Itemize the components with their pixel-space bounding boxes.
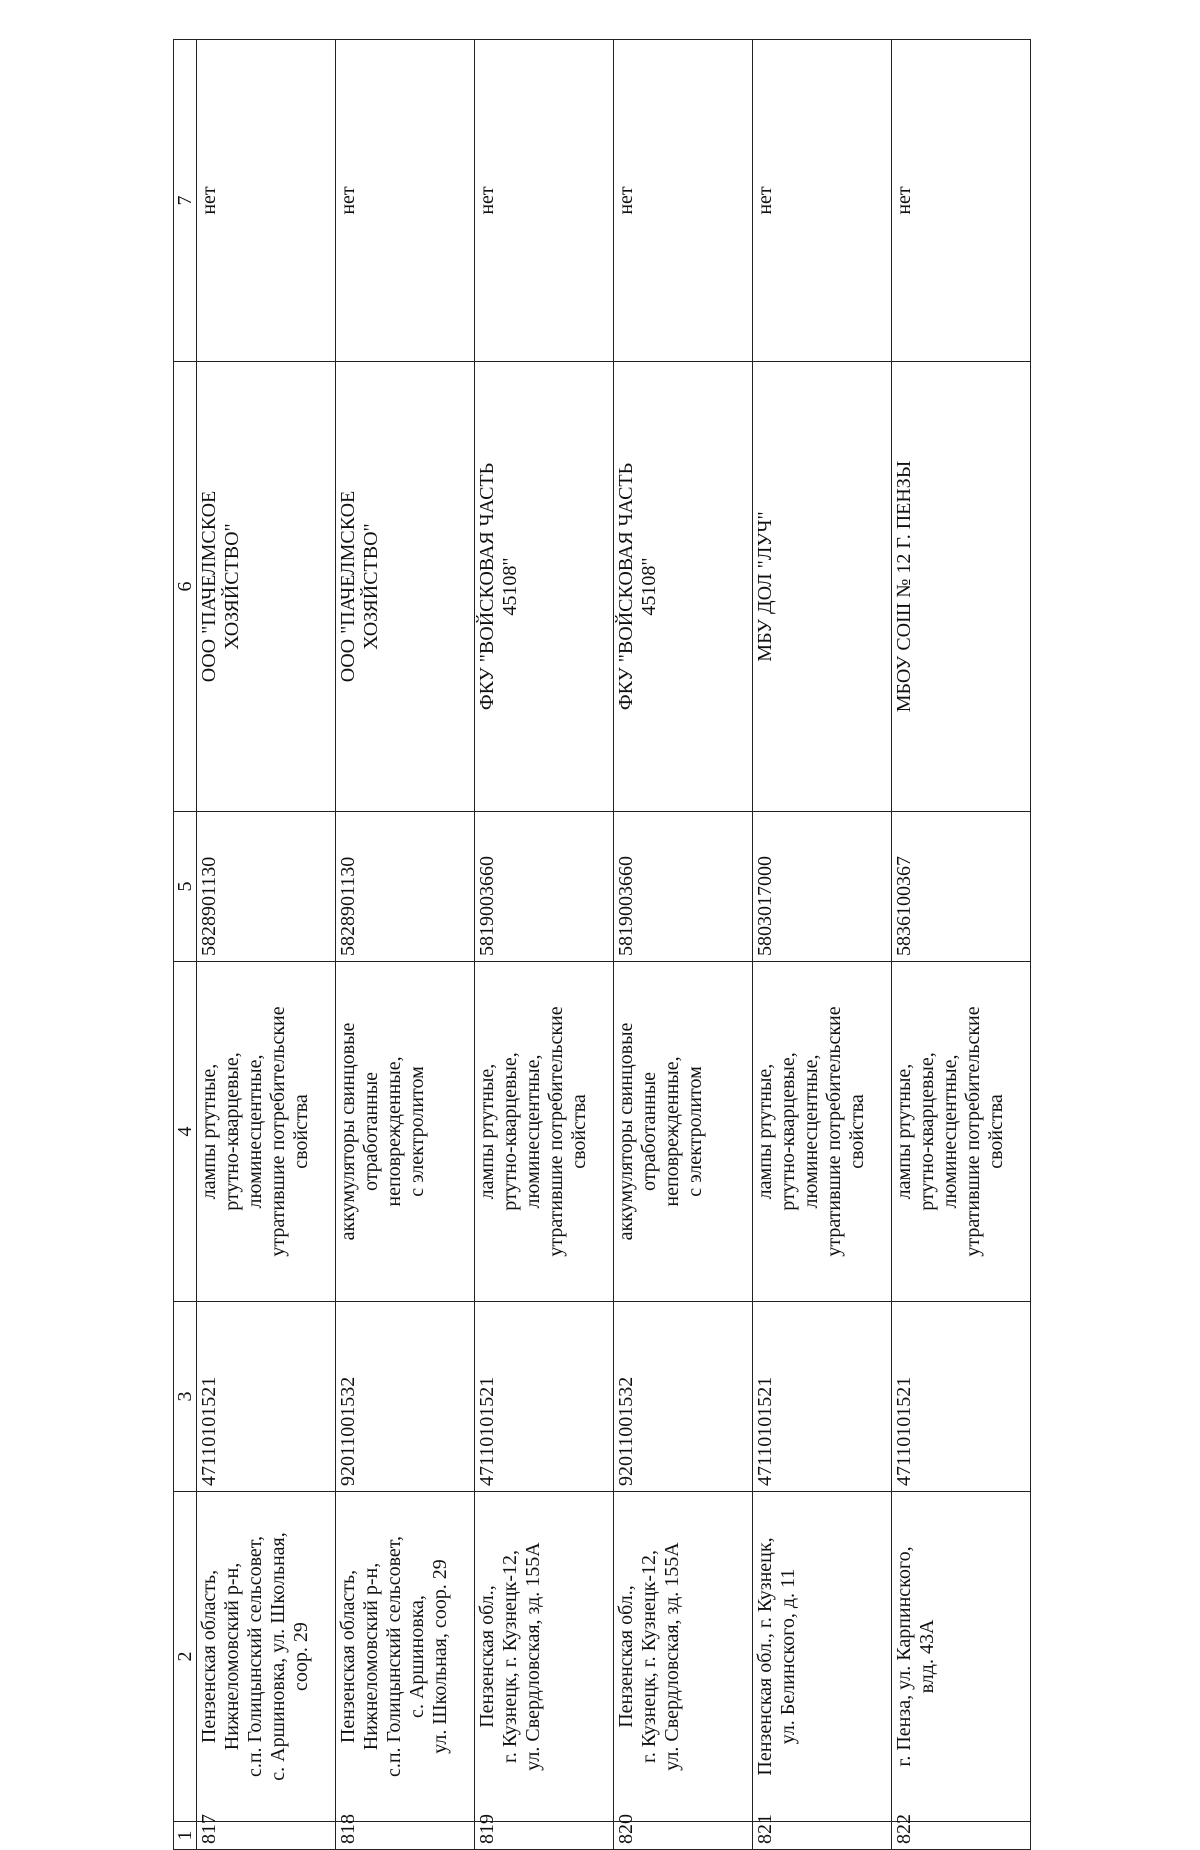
waste-name-cell-line: свойства [846,1094,868,1169]
waste-name-cell-line: ртутно-кварцевые, [916,1052,938,1211]
organization-cell-line: ФКУ "ВОЙСКОВАЯ ЧАСТЬ [476,462,498,711]
waste-code-cell: 47110101521 [753,1302,892,1492]
waste-name-cell-line: ртутно-кварцевые, [221,1052,243,1211]
waste-name-cell-line: ртутно-кварцевые, [499,1052,521,1211]
flag-cell: нет [753,40,892,362]
waste-name-cell-line: аккумуляторы свинцовые [615,1022,637,1241]
organization-cell-line: 45108" [638,557,660,616]
flag-cell: нет [336,40,475,362]
column-header: 1 [174,1822,197,1850]
flag-cell: нет [197,40,336,362]
waste-name-cell-line: свойства [568,1094,590,1169]
address-cell-line: Пензенская обл., г. Кузнецк, [754,1537,776,1776]
address-cell [614,1492,753,1822]
waste-name-cell-line: утратившие потребительские [823,1006,845,1257]
address-cell-line: г. Кузнецк, г. Кузнецк-12, [638,1549,660,1764]
waste-name-cell-line: утратившие потребительские [267,1006,289,1257]
address-cell [753,1492,892,1822]
address-cell-line: Пензенская обл., [476,1585,498,1728]
waste-name-cell-line: лампы ртутные, [476,1063,498,1200]
organization-cell [336,362,475,812]
waste-code-cell: 47110101521 [197,1302,336,1492]
column-header: 2 [174,1492,197,1822]
address-cell-line: ул. Свердловская, зд. 155А [522,1542,544,1771]
organization-cell [197,362,336,812]
rotated-page [173,40,1023,1850]
address-cell-line: Нижнеломовский р-н, [221,1562,243,1751]
waste-name-cell-line: люминесцентные, [522,1054,544,1209]
address-cell [336,1492,475,1822]
waste-name-cell-line: утратившие потребительские [962,1006,984,1257]
address-cell-line: с.п. Голицынский сельсовет, [383,1535,405,1778]
organization-cell-line: ХОЗЯЙСТВО" [360,523,382,650]
waste-name-cell-line: лампы ртутные, [893,1063,915,1200]
waste-name-cell-line: люминесцентные, [800,1054,822,1209]
table-row [197,40,336,1850]
waste-name-cell-line: ртутно-кварцевые, [777,1052,799,1211]
waste-name-cell-line: аккумуляторы свинцовые [337,1022,359,1241]
waste-code-cell: 92011001532 [336,1302,475,1492]
column-header: 4 [174,962,197,1302]
address-cell-line: г. Кузнецк, г. Кузнецк-12, [499,1549,521,1764]
waste-name-cell [614,962,753,1302]
organization-cell [475,362,614,812]
waste-code-cell: 92011001532 [614,1302,753,1492]
table-row [892,40,1031,1850]
address-cell-line: г. Пенза, ул. Карпинского, [893,1546,915,1767]
waste-code-cell: 47110101521 [892,1302,1031,1492]
row-number: 822 [892,1822,1031,1850]
address-cell-line: с.п. Голицынский сельсовет, [244,1535,266,1778]
waste-name-cell-line: утратившие потребительские [545,1006,567,1257]
waste-name-cell-line: с электролитом [684,1066,706,1197]
waste-name-cell [475,962,614,1302]
organization-cell-line: 45108" [499,557,521,616]
waste-name-cell-line: отработанные [360,1071,382,1192]
inn-cell: 5828901130 [197,812,336,962]
inn-cell: 5819003660 [475,812,614,962]
header-row [174,40,197,1850]
organization-cell [614,362,753,812]
address-cell-line: ул. Свердловская, зд. 155А [661,1542,683,1771]
row-number: 819 [475,1822,614,1850]
address-cell-line: соор. 29 [290,1622,312,1691]
inn-cell: 5828901130 [336,812,475,962]
waste-registry-table [173,39,1031,1850]
organization-cell-line: ФКУ "ВОЙСКОВАЯ ЧАСТЬ [615,462,637,711]
table-row [475,40,614,1850]
row-number: 821 [753,1822,892,1850]
address-cell-line: с. Аршиновка, ул. Школьная, [267,1532,289,1781]
column-header: 3 [174,1302,197,1492]
address-cell-line: Пензенская область, [198,1569,220,1744]
waste-name-cell-line: люминесцентные, [244,1054,266,1209]
table-row [753,40,892,1850]
waste-name-cell-line: с электролитом [406,1066,428,1197]
table-row [614,40,753,1850]
organization-cell [892,362,1031,812]
table-body [197,40,1031,1850]
waste-name-cell-line: отработанные [638,1071,660,1192]
address-cell-line: Пензенская обл., [615,1585,637,1728]
organization-cell-line: МБОУ СОШ № 12 Г. ПЕНЗЫ [893,460,915,713]
address-cell [197,1492,336,1822]
address-cell-line: с. Аршиновка, [406,1595,428,1718]
organization-cell-line: ООО "ПАЧЕЛМСКОЕ [198,490,220,683]
organization-cell-line: ООО "ПАЧЕЛМСКОЕ [337,490,359,683]
waste-name-cell [197,962,336,1302]
table-row [336,40,475,1850]
waste-code-cell: 47110101521 [475,1302,614,1492]
inn-cell: 5803017000 [753,812,892,962]
waste-name-cell-line: лампы ртутные, [198,1063,220,1200]
inn-cell: 5836100367 [892,812,1031,962]
organization-cell-line: ХОЗЯЙСТВО" [221,523,243,650]
address-cell-line: ул. Школьная, соор. 29 [429,1559,451,1754]
waste-name-cell-line: неповрежденные, [661,1056,683,1207]
inn-cell: 5819003660 [614,812,753,962]
row-number: 817 [197,1822,336,1850]
waste-name-cell [892,962,1031,1302]
row-number: 820 [614,1822,753,1850]
column-header: 5 [174,812,197,962]
waste-name-cell-line: неповрежденные, [383,1056,405,1207]
flag-cell: нет [614,40,753,362]
waste-name-cell [753,962,892,1302]
column-header: 7 [174,40,197,362]
address-cell-line: ул. Белинского, д. 11 [777,1568,799,1745]
flag-cell: нет [475,40,614,362]
flag-cell: нет [892,40,1031,362]
waste-name-cell-line: люминесцентные, [939,1054,961,1209]
organization-cell [753,362,892,812]
address-cell [892,1492,1031,1822]
address-cell-line: влд. 43А [916,1619,938,1694]
column-header: 6 [174,362,197,812]
organization-cell-line: МБУ ДОЛ "ЛУЧ" [754,511,776,662]
waste-name-cell-line: свойства [290,1094,312,1169]
waste-name-cell-line: лампы ртутные, [754,1063,776,1200]
row-number: 818 [336,1822,475,1850]
address-cell-line: Пензенская область, [337,1569,359,1744]
address-cell-line: Нижнеломовский р-н, [360,1562,382,1751]
address-cell [475,1492,614,1822]
waste-name-cell [336,962,475,1302]
waste-name-cell-line: свойства [985,1094,1007,1169]
